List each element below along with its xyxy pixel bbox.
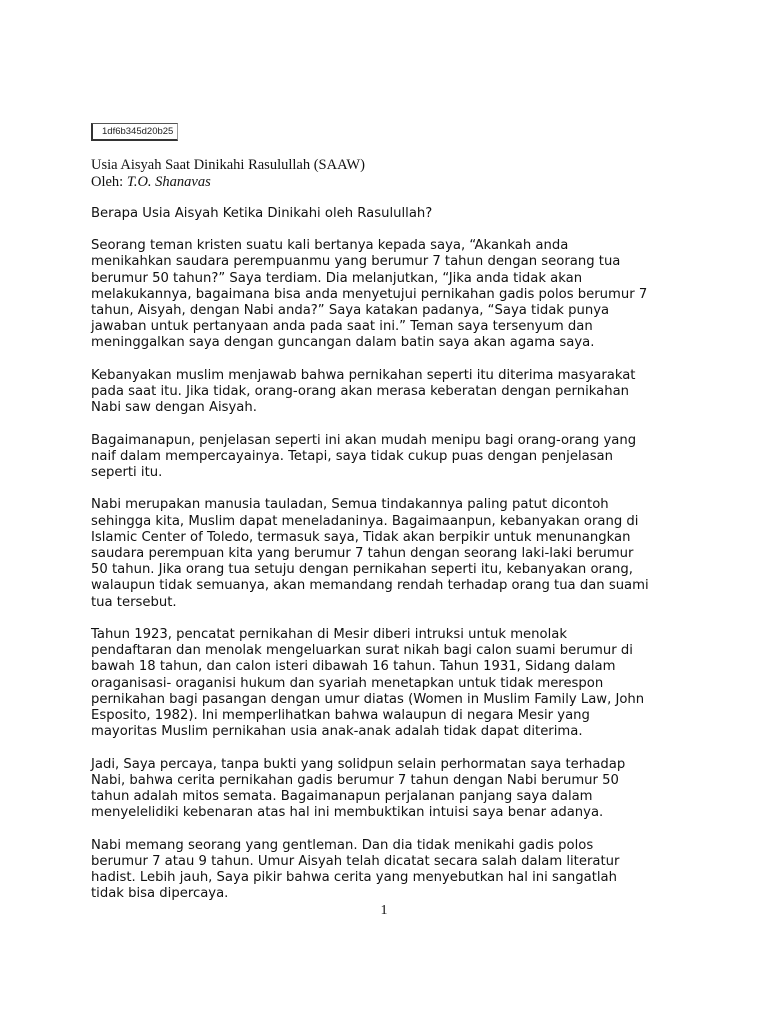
paragraph-line: pendaftaran dan menolak mengeluarkan surat nikah bagi calon suami berumur di [91, 643, 633, 659]
paragraph-line: seperti itu. [91, 465, 163, 481]
paragraph-line: Bagaimanapun, penjelasan seperti ini akan mudah menipu bagi orang-orang yang [91, 432, 637, 448]
paragraph [91, 368, 691, 417]
paragraph-line: Jadi, Saya percaya, tanpa bukti yang solidpun selain perhormatan saya terhadap [91, 756, 626, 772]
paragraph-line: Esposito, 1982). Ini memperlihatkan bahwa walaupun di negara Mesir yang [91, 708, 590, 724]
paragraph-line: menyelelidiki kebenaran atas hal ini membuktikan intuisi saya benar adanya. [91, 805, 604, 821]
paragraph-line: tahun, Aisyah, dengan Nabi anda?” Saya katakan padanya, “Saya tidak punya [91, 303, 610, 319]
paragraph-line: berumur 7 atau 9 tahun. Umur Aisyah telah dicatat secara salah dalam literatur [91, 853, 620, 869]
page-number: 1 [380, 903, 388, 918]
document-id-box: 1df6b345d20b25 [91, 123, 178, 141]
paragraph-line: Islamic Center of Toledo, termasuk saya, Tidak akan berpikir untuk menunangkan [91, 529, 631, 545]
paragraph-line: Nabi, bahwa cerita pernikahan gadis berumur 7 tahun dengan Nabi berumur 50 [91, 772, 619, 788]
document-title: Usia Aisyah Saat Dinikahi Rasulullah (SAAW) [91, 157, 365, 173]
paragraph-line: Nabi merupakan manusia tauladan, Semua tindakannya paling patut dicontoh [91, 497, 609, 513]
paragraph-line: menikahkan saudara perempuanmu yang berumur 7 tahun dengan seorang tua [91, 254, 621, 270]
paragraph-line: pernikahan bagi pasangan dengan umur diatas (Women in Muslim Family Law, John [91, 691, 645, 707]
paragraph-line: Tahun 1923, pencatat pernikahan di Mesir diberi intruksi untuk menolak [91, 627, 567, 643]
paragraph-line: 50 tahun. Jika orang tua setuju dengan pernikahan seperti itu, kebanyakan orang, [91, 562, 633, 578]
paragraph-list [91, 238, 691, 902]
paragraph-line: tua tersebut. [91, 594, 177, 610]
paragraph-line: saudara perempuan kita yang berumur 7 tahun dengan seorang laki-laki berumur [91, 546, 634, 562]
paragraph [91, 627, 691, 740]
paragraph-line: bawah 18 tahun, dan calon isteri dibawah 16 tahun. Tahun 1931, Sidang dalam [91, 659, 616, 675]
section-heading: Berapa Usia Aisyah Ketika Dinikahi oleh Rasulullah? [91, 206, 433, 221]
paragraph-line: mayoritas Muslim pernikahan usia anak-anak adalah tidak dapat diterima. [91, 724, 583, 740]
paragraph-line: naif dalam mempercayainya. Tetapi, saya tidak cukup puas dengan penjelasan [91, 448, 613, 464]
paragraph-line: pada saat itu. Jika tidak, orang-orang akan merasa keberatan dengan pernikahan [91, 384, 630, 400]
paragraph-line: tahun adalah mitos semata. Bagaimanapun perjalanan panjang saya dalam [91, 789, 593, 805]
paragraph-line: melakukannya, bagaimana bisa anda menyetujui pernikahan gadis polos berumur 7 [91, 286, 648, 302]
author-name: T.O. Shanavas [126, 174, 211, 190]
paragraph-line: berumur 50 tahun?” Saya terdiam. Dia melanjutkan, “Jika anda tidak akan [91, 270, 583, 286]
author-line [91, 174, 691, 191]
paragraph-line: Nabi saw dengan Aisyah. [91, 400, 257, 416]
paragraph-line: Seorang teman kristen suatu kali bertanya kepada saya, “Akankah anda [91, 238, 569, 254]
paragraph [91, 838, 691, 903]
paragraph [91, 757, 691, 822]
paragraph-line: Kebanyakan muslim menjawab bahwa pernikahan seperti itu diterima masyarakat [91, 367, 636, 383]
paragraph-line: hadist. Lebih jauh, Saya pikir bahwa cerita yang menyebutkan hal ini sangatlah [91, 870, 617, 886]
paragraph-line: sehingga kita, Muslim dapat meneladaninya. Bagaimaanpun, kebanyakan orang di [91, 513, 639, 529]
paragraph [91, 238, 691, 351]
paragraph [91, 497, 691, 610]
paragraph-line: meninggalkan saya dengan guncangan dalam batin saya akan agama saya. [91, 335, 595, 351]
document-body [91, 206, 691, 919]
paragraph-line: jawaban untuk pertanyaan anda pada saat ini.” Teman saya tersenyum dan [91, 319, 593, 335]
paragraph-line: walaupun tidak semuanya, akan memandang rendah terhadap orang tua dan suami [91, 578, 649, 594]
paragraph-line: oraganisasi- oraganisi hukum dan syariah menetapkan untuk tidak merespon [91, 675, 604, 691]
title-block [91, 157, 691, 191]
paragraph-line: Nabi memang seorang yang gentleman. Dan dia tidak menikahi gadis polos [91, 837, 594, 853]
paragraph [91, 433, 691, 482]
author-prefix: Oleh: [91, 174, 124, 190]
paragraph-line: tidak bisa dipercaya. [91, 886, 229, 902]
